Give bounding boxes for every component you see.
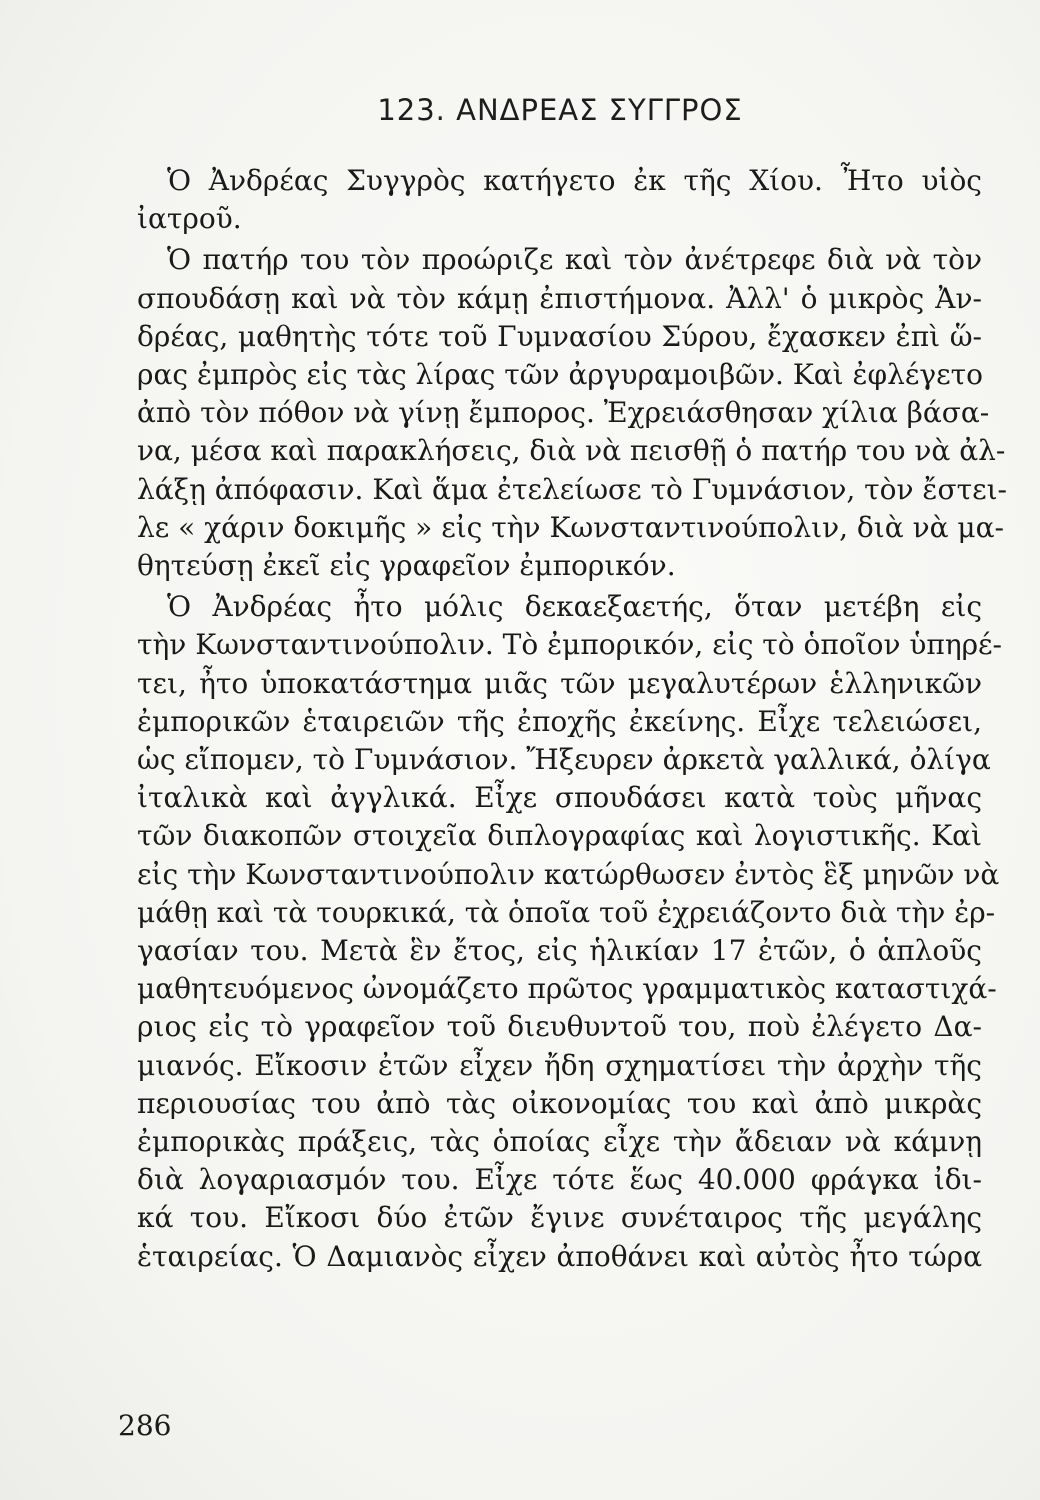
text-line: γασίαν του. Μετὰ ἓν ἔτος, εἰς ἡλικίαν 17 ἐτῶν, ὁ ἁπλοῦς (137, 934, 982, 968)
text-line: ὡς εἴπομεν, τὸ Γυμνάσιον. Ἤξευρεν ἀρκετὰ γαλλικά, ὀλίγα (137, 743, 991, 777)
text-line: τει, ἦτο ὑποκατάστημα μιᾶς τῶν μεγαλυτέρων ἑλληνικῶν (137, 666, 982, 700)
text-line: Ὁ Ἀνδρέας Συγγρὸς κατήγετο ἐκ τῆς Χίου. Ἦτο υἱὸς (167, 164, 982, 197)
text-line: μαθητευόμενος ὠνομάζετο πρῶτος γραμματικὸς καταστιχά- (137, 972, 997, 1006)
text-line: περιουσίας του ἀπὸ τὰς οἰκονομίας του καὶ ἀπὸ μικρὰς (137, 1086, 982, 1120)
text-line: τῶν διακοπῶν στοιχεῖα διπλογραφίας καὶ λογιστικῆς. Καὶ (137, 819, 982, 853)
text-line: ἰταλικὰ καὶ ἀγγλικά. Εἶχε σπουδάσει κατὰ τοὺς μῆνας (137, 781, 982, 815)
paragraph (137, 241, 1008, 585)
page-number: 286 (118, 1409, 172, 1442)
text-line: λε « χάριν δοκιμῆς » εἰς τὴν Κωνσταντινούπολιν, διὰ νὰ μα- (137, 510, 1004, 544)
text-line: ἀπὸ τὸν πόθον νὰ γίνῃ ἔμπορος. Ἐχρειάσθησαν χίλια βάσα- (137, 396, 990, 430)
text-line: κά του. Εἴκοσι δύο ἐτῶν ἔγινε συνέταιρος τῆς μεγάλης (137, 1201, 982, 1235)
paragraph (137, 588, 1003, 1276)
text-line: μάθῃ καὶ τὰ τουρκικά, τὰ ὁποῖα τοῦ ἐχρειάζοντο διὰ τὴν ἐρ- (137, 895, 996, 929)
text-line: εἰς τὴν Κωνσταντινούπολιν κατώρθωσεν ἐντὸς ἓξ μηνῶν νὰ (137, 857, 1000, 891)
paragraph (137, 162, 982, 238)
text-line: Ὁ Ἀνδρέας ἦτο μόλις δεκαεξαετής, ὅταν μετέβη εἰς (167, 590, 982, 624)
text-line: να, μέσα καὶ παρακλήσεις, διὰ νὰ πεισθῇ ὁ πατήρ του νὰ ἀλ- (137, 434, 1006, 468)
text-line: λάξῃ ἀπόφασιν. Καὶ ἅμα ἐτελείωσε τὸ Γυμνάσιον, τὸν ἔστει- (137, 472, 1008, 506)
text-line: ἑταιρείας. Ὁ Δαμιανὸς εἶχεν ἀποθάνει καὶ αὐτὸς ἦτο τώρα (137, 1239, 982, 1273)
text-line: τὴν Κωνσταντινούπολιν. Τὸ ἐμπορικόν, εἰς τὸ ὁποῖον ὑπηρέ- (137, 628, 1003, 662)
text-line: ριος εἰς τὸ γραφεῖον τοῦ διευθυντοῦ του, ποὺ ἐλέγετο Δα- (137, 1010, 982, 1044)
text-line: ἐμπορικὰς πράξεις, τὰς ὁποίας εἶχε τὴν ἄδειαν νὰ κάμνῃ (137, 1125, 982, 1159)
text-line: μιανός. Εἴκοσιν ἐτῶν εἶχεν ἤδη σχηματίσει τὴν ἀρχὴν τῆς (137, 1048, 982, 1082)
chapter-title: 123. ΑΝΔΡΕΑΣ ΣΥΓΓΡΟΣ (377, 93, 743, 127)
text-line: διὰ λογαριασμόν του. Εἶχε τότε ἕως 40.000 φράγκα ἰδι- (137, 1163, 982, 1197)
text-line: θητεύσῃ ἐκεῖ εἰς γραφεῖον ἐμπορικόν. (137, 549, 676, 583)
text-line: ρας ἐμπρὸς εἰς τὰς λίρας τῶν ἀργυραμοιβῶν. Καὶ ἐφλέγετο (137, 358, 983, 392)
body-text (137, 162, 1008, 1279)
text-line: δρέας, μαθητὴς τότε τοῦ Γυμνασίου Σύρου, ἔχασκεν ἐπὶ ὥ- (137, 319, 982, 353)
text-line: ἰατροῦ. (137, 202, 242, 236)
text-line: σπουδάσῃ καὶ νὰ τὸν κάμῃ ἐπιστήμονα. Ἀλλ' ὁ μικρὸς Ἀν- (137, 281, 982, 315)
text-line: Ὁ πατήρ του τὸν προώριζε καὶ τὸν ἀνέτρεφε διὰ νὰ τὸν (167, 243, 982, 277)
text-line: ἐμπορικῶν ἑταιρειῶν τῆς ἐποχῆς ἐκείνης. Εἶχε τελειώσει, (137, 704, 982, 738)
